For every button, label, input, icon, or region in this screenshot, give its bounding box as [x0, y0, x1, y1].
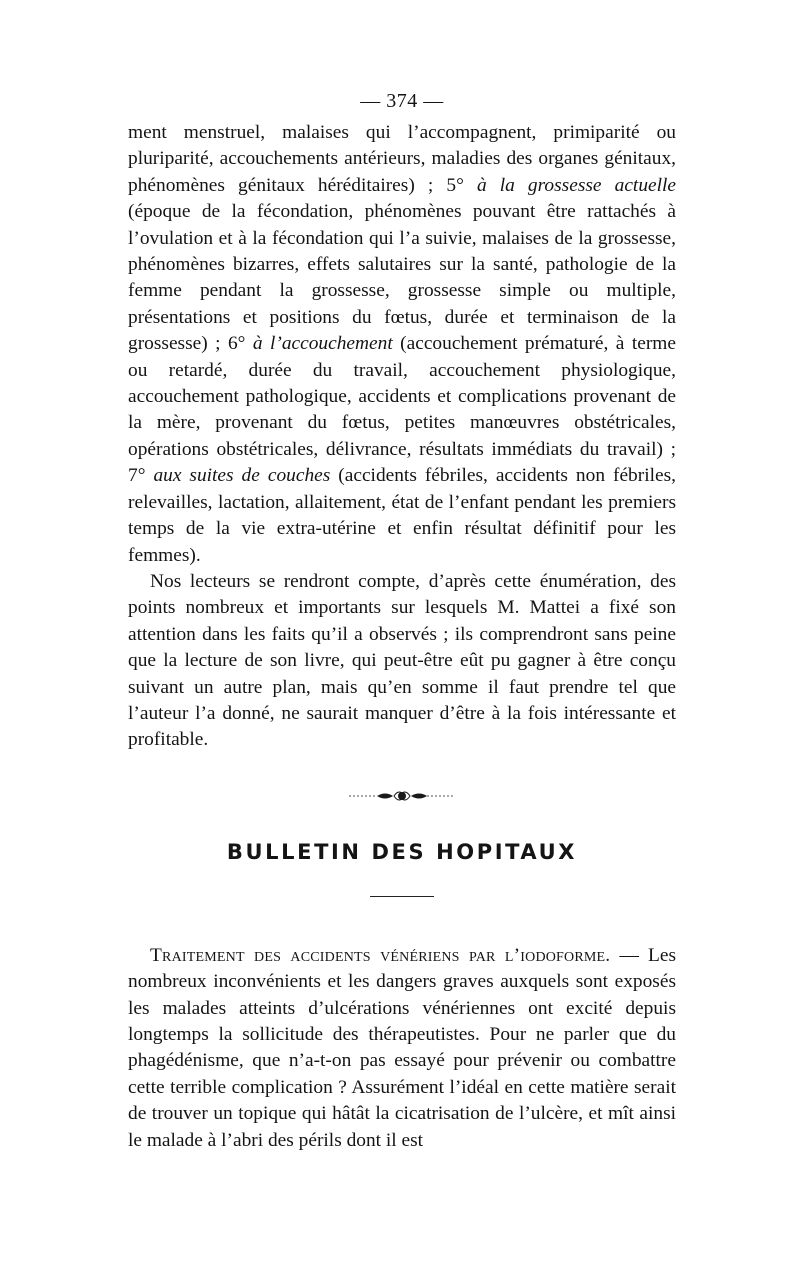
section-heading: BULLETIN DES HOPITAUX — [226, 839, 578, 864]
paragraph-text: ment menstruel, malaises qui l’accompagnent, primiparité ou pluriparité, accouchements antérieurs, maladies des organes génitaux, phénomènes génitaux héréditaires) ; 5° — [128, 122, 676, 196]
paragraph-text: — Les nombreux inconvénients et les dangers graves auxquels sont exposés les malades atteints d’ulcérations vénériennes ont excité depuis longtemps la sollicitude des thérapeutistes. Pour ne parler que du phagédénisme, que n’a-t-on pas essayé pour prévenir ou combattre cette terrible complication ? Assurément l’idéal en cette matière serait de trouver un topique qui hâtât la cicatrisation de l’ulcère, et mît ainsi le malade à l’abri des périls dont il est — [128, 944, 676, 1151]
paragraph-text: (accidents fébriles, accidents non fébriles, relevailles, lactation, allaitement, état de l’enfant pendant les premiers temps de la vie extra-utérine et enfin résultat définitif pour les femmes). — [128, 465, 676, 566]
italic-phrase: à l’accouchement — [252, 333, 393, 355]
book-page — [128, 86, 676, 1154]
italic-phrase: à la grossesse actuelle — [476, 174, 677, 196]
paragraph-enumeration — [128, 120, 676, 569]
paragraph-iodoform — [128, 943, 676, 1154]
page-number: — 374 — — [360, 90, 444, 112]
heading-divider — [370, 896, 434, 897]
article-title: Traitement des accidents vénériens par l’iodoforme. — [150, 944, 611, 966]
italic-phrase: aux suites de couches — [153, 465, 331, 487]
decorative-fleuron-icon — [347, 788, 457, 804]
paragraph-conclusion: Nos lecteurs se rendront compte, d’après cette énumération, des points nombreux et importants sur lesquels M. Mattei a fixé son attention dans les faits qu’il a observés ; ils comprendront sans peine que la lecture de son livre, qui peut-être eût pu gagner à être conçu suivant un autre plan, mais qu’en somme il faut prendre tel que l’auteur l’a donné, ne saurait manquer d’être à la fois intéressante et profitable. — [128, 570, 676, 751]
paragraph-text: (époque de la fécondation, phénomènes pouvant être rattachés à l’ovulation et à la fécondation qui l’a suivie, malaises de la grossesse, phénomènes bizarres, effets salutaires sur la santé, pathologie de la femme pendant la grossesse, grossesse simple ou multiple, présentations et positions du fœtus, durée et terminaison de la grossesse) ; 6° — [128, 201, 676, 355]
paragraph-text: (accouchement prématuré, à terme ou retardé, durée du travail, accouchement physiologique, accouchement pathologique, accidents et complications provenant de la mère, provenant du fœtus, petites manœuvres obstétricales, opérations obstétricales, délivrance, résultats immédiats du travail) ; 7° — [128, 333, 676, 487]
